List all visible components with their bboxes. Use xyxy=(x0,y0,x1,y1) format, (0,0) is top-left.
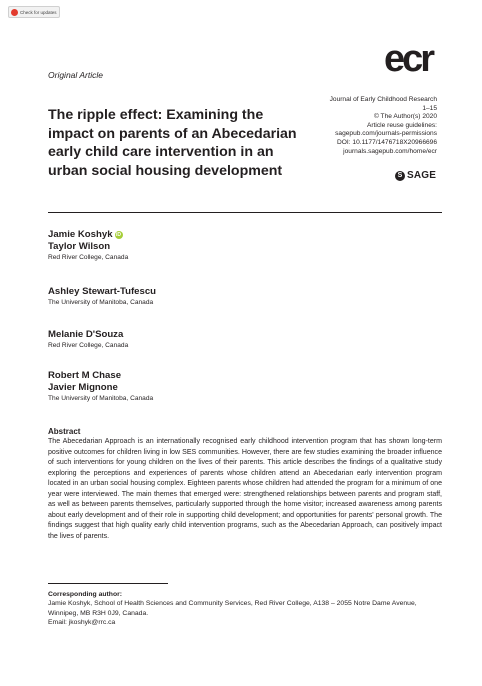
publisher-name: SAGE xyxy=(407,170,437,181)
check-updates-icon xyxy=(11,9,18,16)
author-affiliation: Red River College, Canada xyxy=(48,254,129,261)
author-name: Jamie Koshyk iD xyxy=(48,229,122,240)
author-name: Robert M Chase xyxy=(48,370,122,381)
journal-home-link[interactable]: journals.sagepub.com/home/ecr xyxy=(343,147,437,155)
publisher-logo xyxy=(395,170,436,181)
journal-logo xyxy=(374,42,442,76)
author-name: Javier Mignone xyxy=(48,382,118,393)
doi[interactable]: DOI: 10.1177/1476718X20966696 xyxy=(337,138,437,146)
footnote-divider xyxy=(48,583,168,584)
author-affiliation: Red River College, Canada xyxy=(48,342,129,349)
author-group-3 xyxy=(48,329,128,350)
copyright: © The Author(s) 2020 xyxy=(373,113,437,121)
orcid-icon[interactable]: iD xyxy=(116,232,122,238)
badge-label: Check for updates xyxy=(20,9,57,15)
sage-icon: S xyxy=(395,171,405,181)
author-affiliation: The University of Manitoba, Canada xyxy=(48,299,154,306)
corresponding-author xyxy=(48,590,442,627)
article-type: Original Article xyxy=(48,70,103,80)
permissions-link[interactable]: sagepub.com/journals-permissions xyxy=(335,130,437,138)
author-group-2 xyxy=(48,286,156,307)
abstract-text: The Abecedarian Approach is an internationally recognised early childhood intervention program that has shown long-term positive outcomes for children living in low SES communities. However, there are few studies examining the broader influence of such interventions for young children on the lives of their parents. This article describes the findings of a qualitative study exploring the perceptions and experiences of parents whose children attend an Abecedarian early intervention program located in an urban social housing complex. Eighteen parents whose children had attended the program for a minimum of one year were interviewed. The main themes that emerged were: strengthened relationships between parents and program staff, as well as between parents themselves, particularly supported through the home visitor; increased awareness among parents about early development and of their role in supporting child development; and opportunities for parents' personal growth. The findings suggest that high quality early child intervention programs, such as the Abecedarian Approach, can positively impact the lives of parents. xyxy=(48,438,442,540)
author-affiliation: The University of Manitoba, Canada xyxy=(48,395,154,402)
author-group-4 xyxy=(48,370,153,403)
corresponding-address: Jamie Koshyk, School of Health Sciences and Community Services, Red River College, A138 – 2055 Notre Dame Avenue, Winnipeg, MB R3H 0J9, Canada. xyxy=(48,600,417,617)
author-name: Taylor Wilson xyxy=(48,241,111,252)
corresponding-email[interactable]: Email: jkoshyk@rrc.ca xyxy=(48,618,116,626)
journal-name: Journal of Early Childhood Research xyxy=(329,96,437,103)
abstract-heading: Abstract xyxy=(48,427,81,436)
corresponding-heading: Corresponding author: xyxy=(48,591,123,598)
page-range: 1–15 xyxy=(422,104,437,112)
journal-logo-text: ecr xyxy=(383,42,433,76)
title-divider xyxy=(48,212,442,213)
reuse-guidelines-label: Article reuse guidelines: xyxy=(366,121,437,129)
check-for-updates-badge[interactable] xyxy=(8,6,60,18)
author-name: Melanie D'Souza xyxy=(48,329,124,340)
author-name: Ashley Stewart-Tufescu xyxy=(48,286,157,297)
author-group-1 xyxy=(48,229,128,262)
article-title: The ripple effect: Examining the impact on parents of an Abecedarian early child care intervention in an urban social housing development xyxy=(48,107,297,179)
